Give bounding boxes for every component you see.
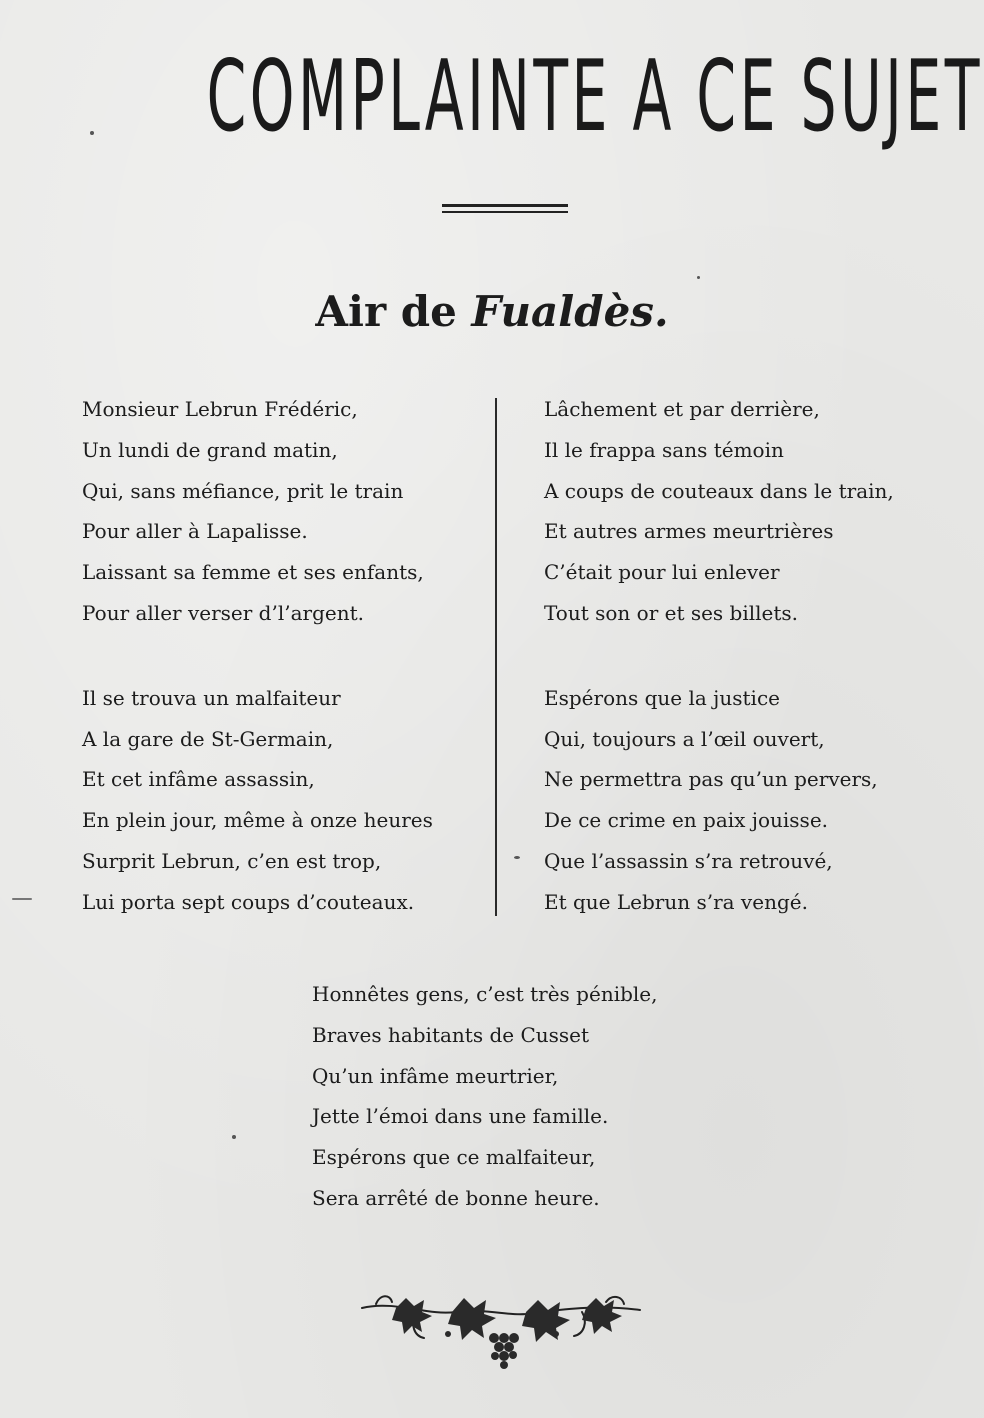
verse-line: Braves habitants de Cusset xyxy=(312,1022,590,1047)
page-title: COMPLAINTE A CE SUJET xyxy=(206,40,984,154)
verse-line: Que l’assassin s’ra retrouvé, xyxy=(544,848,833,873)
ink-speck xyxy=(232,1135,236,1139)
verse-line: Espérons que la justice xyxy=(544,685,780,710)
verse-line: Et autres armes meurtrières xyxy=(544,519,834,544)
verse-line: Tout son or et ses billets. xyxy=(544,600,799,625)
title-rule-bottom xyxy=(442,211,568,213)
verse-line: Et cet infâme assassin, xyxy=(82,767,315,792)
verse-line: Laissant sa femme et ses enfants, xyxy=(82,560,424,585)
final-stanza xyxy=(312,974,658,1219)
tune-prefix: Air de xyxy=(315,287,457,336)
verse-line: Sera arrêté de bonne heure. xyxy=(312,1185,600,1210)
ink-speck xyxy=(697,276,700,279)
tune-heading xyxy=(0,284,984,340)
grapevine-ornament-icon xyxy=(356,1286,646,1382)
right-column xyxy=(544,389,894,923)
column-divider xyxy=(495,398,497,916)
verse-line: A coups de couteaux dans le train, xyxy=(544,478,894,503)
ink-speck xyxy=(514,856,520,859)
verse-line: Qui, toujours a l’œil ouvert, xyxy=(544,726,825,751)
verse-line: En plein jour, même à onze heures xyxy=(82,808,433,833)
verse-line: C’était pour lui enlever xyxy=(544,560,780,585)
verse-line: Qu’un infâme meurtrier, xyxy=(312,1063,559,1088)
ink-speck xyxy=(90,131,94,135)
verse-line: Lui porta sept coups d’couteaux. xyxy=(82,889,415,914)
verse-line: Pour aller à Lapalisse. xyxy=(82,519,308,544)
stanza-1 xyxy=(82,389,433,634)
stanza-3 xyxy=(544,389,894,634)
verse-line: Honnêtes gens, c’est très pénible, xyxy=(312,982,658,1006)
verse-line: Un lundi de grand matin, xyxy=(82,437,338,462)
verse-line: Monsieur Lebrun Frédéric, xyxy=(82,397,358,421)
verse-line: Pour aller verser d’l’argent. xyxy=(82,600,364,625)
stanza-2 xyxy=(82,678,433,923)
verse-line: Lâchement et par derrière, xyxy=(544,397,820,421)
verse-line: Il le frappa sans témoin xyxy=(544,437,784,462)
ink-speck xyxy=(12,898,32,900)
verse-line: Surprit Lebrun, c’en est trop, xyxy=(82,848,382,873)
title-rule-top xyxy=(442,204,568,207)
stanza-4 xyxy=(544,678,894,923)
left-column xyxy=(82,389,433,923)
verse-line: A la gare de St-Germain, xyxy=(82,726,334,751)
tune-name: Fualdès. xyxy=(471,287,669,336)
verse-line: De ce crime en paix jouisse. xyxy=(544,808,829,833)
verse-line: Et que Lebrun s’ra vengé. xyxy=(544,889,808,914)
verse-line: Il se trouva un malfaiteur xyxy=(82,685,341,710)
verse-line: Espérons que ce malfaiteur, xyxy=(312,1145,596,1170)
verse-line: Jette l’émoi dans une famille. xyxy=(312,1104,609,1129)
verse-line: Qui, sans méfiance, prit le train xyxy=(82,478,404,503)
verse-line: Ne permettra pas qu’un pervers, xyxy=(544,767,878,792)
